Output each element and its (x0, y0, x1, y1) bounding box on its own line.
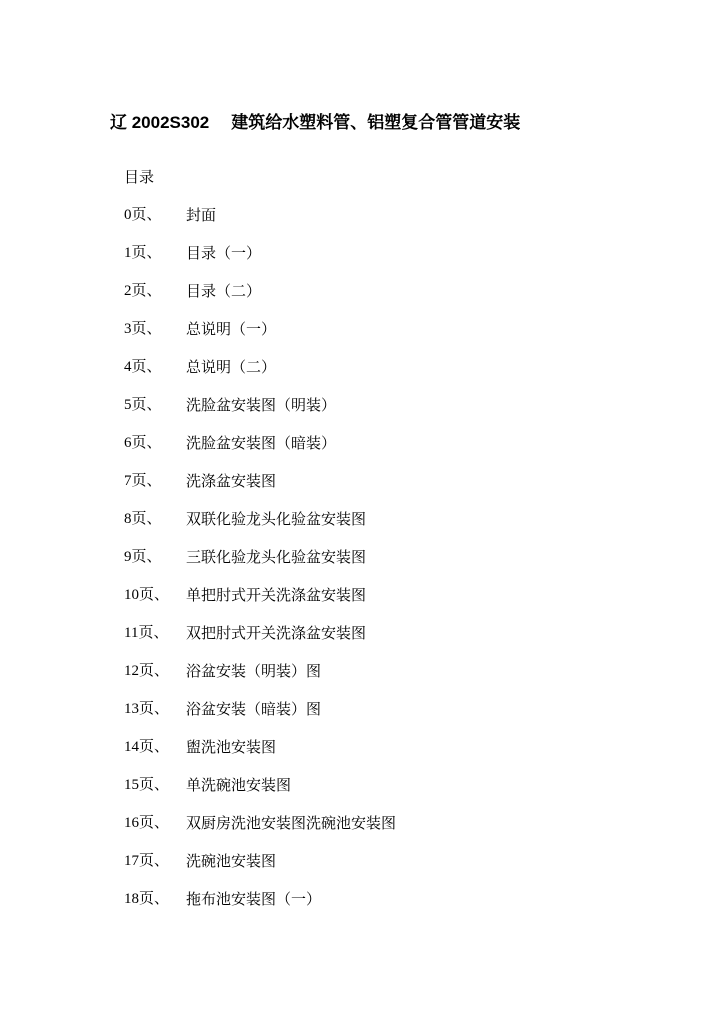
toc-item (124, 812, 396, 850)
toc-entry-title: 拖布池安装图（一） (186, 890, 322, 908)
toc-entry-title: 双把肘式开关洗涤盆安装图 (186, 624, 367, 642)
toc-item (124, 432, 396, 470)
toc-page-number: 4页、 (124, 359, 162, 375)
toc-entry-title: 单把肘式开关洗涤盆安装图 (186, 586, 367, 604)
toc-list (124, 204, 396, 926)
toc-item (124, 242, 396, 280)
toc-heading: 目录 (124, 168, 155, 186)
toc-item (124, 584, 396, 622)
toc-item (124, 888, 396, 926)
toc-page-number: 7页、 (124, 473, 162, 489)
toc-page-number: 3页、 (124, 321, 162, 337)
toc-item (124, 660, 396, 698)
toc-item (124, 470, 396, 508)
toc-item (124, 204, 396, 242)
toc-item (124, 622, 396, 660)
document-title (110, 111, 520, 135)
toc-entry-title: 浴盆安装（明装）图 (186, 662, 322, 680)
toc-item (124, 698, 396, 736)
toc-entry-title: 单洗碗池安装图 (186, 776, 292, 794)
toc-entry-title: 目录（二） (186, 282, 262, 300)
toc-page-number: 8页、 (124, 511, 162, 527)
toc-entry-title: 总说明（一） (186, 320, 277, 338)
toc-entry-title: 双联化验龙头化验盆安装图 (186, 510, 367, 528)
toc-entry-title: 三联化验龙头化验盆安装图 (186, 548, 367, 566)
toc-page-number: 18页、 (124, 891, 170, 907)
toc-item (124, 356, 396, 394)
toc-entry-title: 双厨房洗池安装图洗碗池安装图 (186, 814, 397, 832)
toc-page-number: 17页、 (124, 853, 170, 869)
toc-page-number: 15页、 (124, 777, 170, 793)
toc-page-number: 0页、 (124, 207, 162, 223)
toc-page-number: 9页、 (124, 549, 162, 565)
toc-page-number: 16页、 (124, 815, 170, 831)
toc-item (124, 774, 396, 812)
toc-item (124, 394, 396, 432)
document-code: 辽 2002S302 (110, 113, 210, 132)
toc-item (124, 280, 396, 318)
document-title-text: 建筑给水塑料管、铝塑复合管管道安装 (231, 113, 521, 133)
toc-entry-title: 目录（一） (186, 244, 262, 262)
toc-entry-title: 洗涤盆安装图 (186, 472, 277, 490)
toc-entry-title: 洗脸盆安装图（明装） (186, 396, 337, 414)
toc-entry-title: 封面 (186, 206, 217, 224)
toc-page-number: 1页、 (124, 245, 162, 261)
toc-page-number: 11页、 (124, 625, 169, 641)
toc-page-number: 13页、 (124, 701, 170, 717)
toc-item (124, 736, 396, 774)
toc-item (124, 546, 396, 584)
toc-page-number: 5页、 (124, 397, 162, 413)
toc-entry-title: 盥洗池安装图 (186, 738, 277, 756)
toc-item (124, 318, 396, 356)
toc-entry-title: 总说明（二） (186, 358, 277, 376)
toc-page-number: 12页、 (124, 663, 170, 679)
toc-item (124, 508, 396, 546)
toc-page-number: 10页、 (124, 587, 170, 603)
toc-entry-title: 洗脸盆安装图（暗装） (186, 434, 337, 452)
toc-page-number: 14页、 (124, 739, 170, 755)
toc-entry-title: 洗碗池安装图 (186, 852, 277, 870)
toc-item (124, 850, 396, 888)
toc-page-number: 2页、 (124, 283, 162, 299)
toc-page-number: 6页、 (124, 435, 162, 451)
toc-entry-title: 浴盆安装（暗装）图 (186, 700, 322, 718)
